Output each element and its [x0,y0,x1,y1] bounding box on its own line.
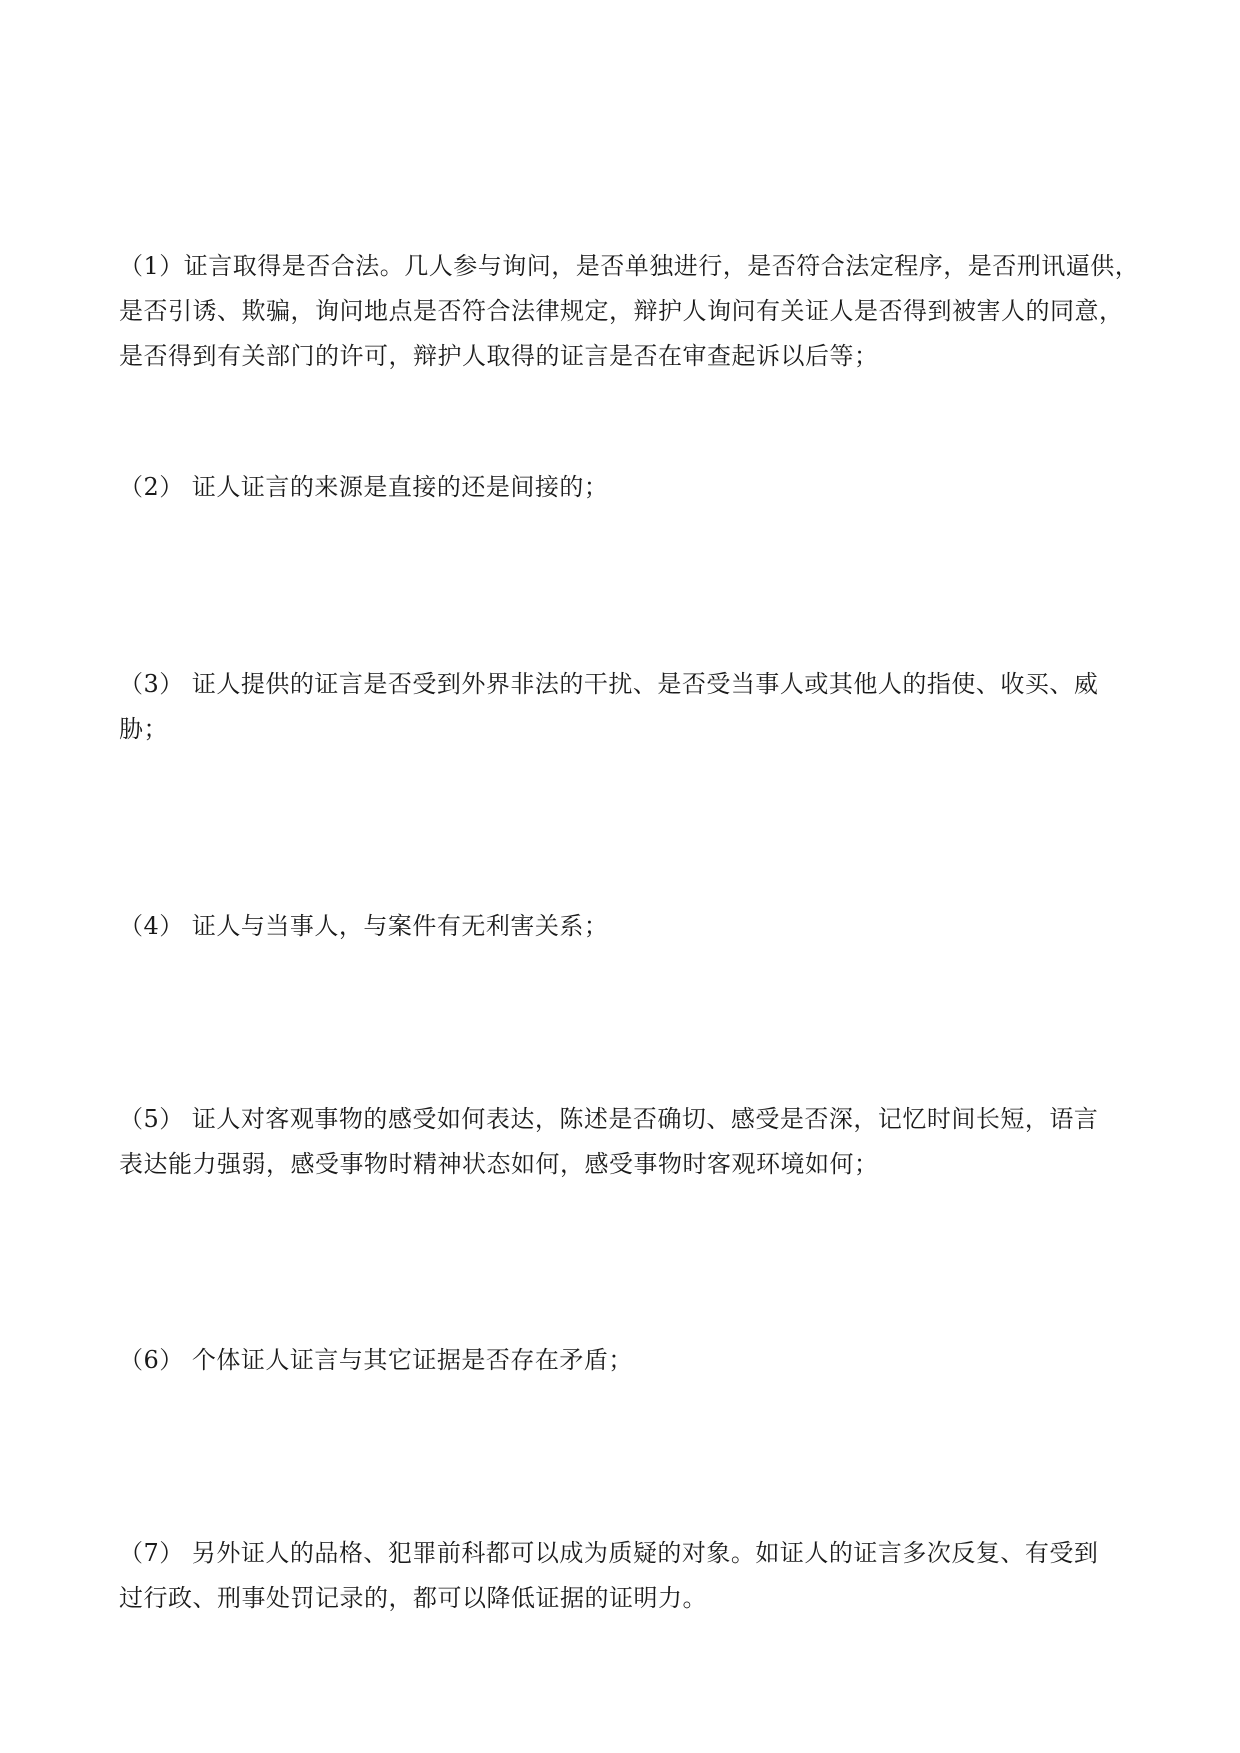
paragraph-7 [119,1531,1129,1621]
paragraph-line: （4） 证人与当事人，与案件有无利害关系； [119,912,609,940]
paragraph-line: （6） 个体证人证言与其它证据是否存在矛盾； [119,1346,633,1374]
paragraph-5 [119,1097,1129,1187]
paragraph-2 [119,465,1129,510]
paragraph-6 [119,1338,1129,1383]
paragraph-line: （7） 另外证人的品格、犯罪前科都可以成为质疑的对象。如证人的证言多次反复、有受到 [119,1539,1099,1567]
paragraph-line: 是否引诱、欺骗，询问地点是否符合法律规定，辩护人询问有关证人是否得到被害人的同意， [119,297,1124,325]
paragraph-line: 胁； [119,715,168,743]
paragraph-3 [119,662,1129,752]
paragraph-line: 表达能力强弱，感受事物时精神状态如何，感受事物时客观环境如何； [119,1150,879,1178]
paragraph-line: （3） 证人提供的证言是否受到外界非法的干扰、是否受当事人或其他人的指使、收买、威 [119,670,1099,698]
paragraph-line: 过行政、刑事处罚记录的，都可以降低证据的证明力。 [119,1584,707,1612]
paragraph-4 [119,904,1129,949]
paragraph-1 [119,244,1140,379]
paragraph-line: （1）证言取得是否合法。几人参与询问，是否单独进行，是否符合法定程序，是否刑讯逼供， [119,252,1140,280]
paragraph-line: 是否得到有关部门的许可，辩护人取得的证言是否在审查起诉以后等； [119,342,879,370]
paragraph-line: （2） 证人证言的来源是直接的还是间接的； [119,473,609,501]
paragraph-line: （5） 证人对客观事物的感受如何表达，陈述是否确切、感受是否深，记忆时间长短，语言 [119,1105,1099,1133]
